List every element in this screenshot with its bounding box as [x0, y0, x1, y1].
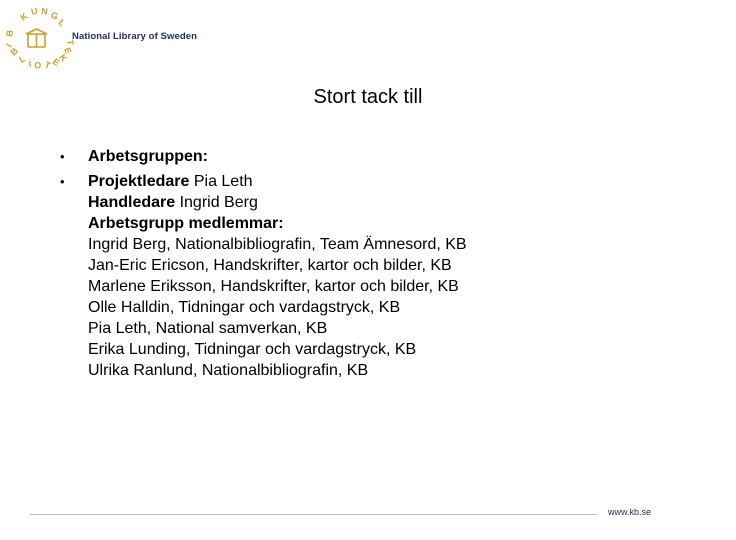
svg-text:I: I: [4, 41, 14, 49]
member-line: Olle Halldin, Tidningar och vardagstryck, KB: [88, 299, 401, 316]
svg-text:O: O: [33, 60, 42, 71]
member-line: Pia Leth, National samverkan, KB: [88, 320, 328, 337]
footer-divider: [30, 514, 597, 515]
svg-text:T: T: [65, 39, 76, 46]
member-line: Ulrika Ranlund, Nationalbibliografin, KB: [88, 362, 369, 379]
svg-text:E: E: [50, 56, 62, 69]
svg-text:B: B: [4, 29, 16, 38]
member-line: Marlene Eriksson, Handskrifter, kartor och bilder, KB: [88, 278, 459, 295]
role-line: Projektledare Pia Leth: [88, 173, 253, 190]
footer-url[interactable]: www.kb.se: [608, 507, 652, 517]
svg-text:L: L: [56, 17, 68, 29]
slide-title: Stort tack till: [313, 86, 423, 108]
svg-text:K: K: [57, 52, 70, 64]
svg-text:L: L: [17, 53, 27, 65]
member-line: Jan-Eric Ericson, Handskrifter, kartor och bilder, KB: [88, 257, 452, 274]
svg-text:K: K: [18, 10, 30, 23]
svg-text:G: G: [49, 9, 60, 22]
bullet-item-2: [60, 171, 680, 381]
bullet-label: Arbetsgruppen:: [88, 148, 208, 165]
member-line: Ingrid Berg, Nationalbibliografin, Team Ämnesord, KB: [88, 236, 467, 253]
kb-seal-icon: [4, 4, 74, 74]
bullet-icon: •: [60, 149, 65, 164]
bullet-list: [60, 146, 680, 381]
svg-text:U: U: [29, 5, 39, 17]
bullet-icon: •: [60, 174, 65, 189]
kb-logo: [4, 4, 204, 74]
member-line: Erika Lunding, Tidningar och vardagstryck, KB: [88, 341, 417, 358]
svg-text:I: I: [28, 58, 32, 69]
svg-text:E: E: [62, 46, 74, 56]
svg-text:T: T: [43, 59, 52, 71]
svg-text:B: B: [8, 45, 21, 58]
svg-text:N: N: [40, 6, 49, 17]
role-line: Handledare Ingrid Berg: [88, 194, 258, 211]
bullet-item-1: [60, 146, 680, 167]
logo-text: National Library of Sweden: [72, 31, 198, 42]
role-line: Arbetsgrupp medlemmar:: [88, 215, 284, 232]
